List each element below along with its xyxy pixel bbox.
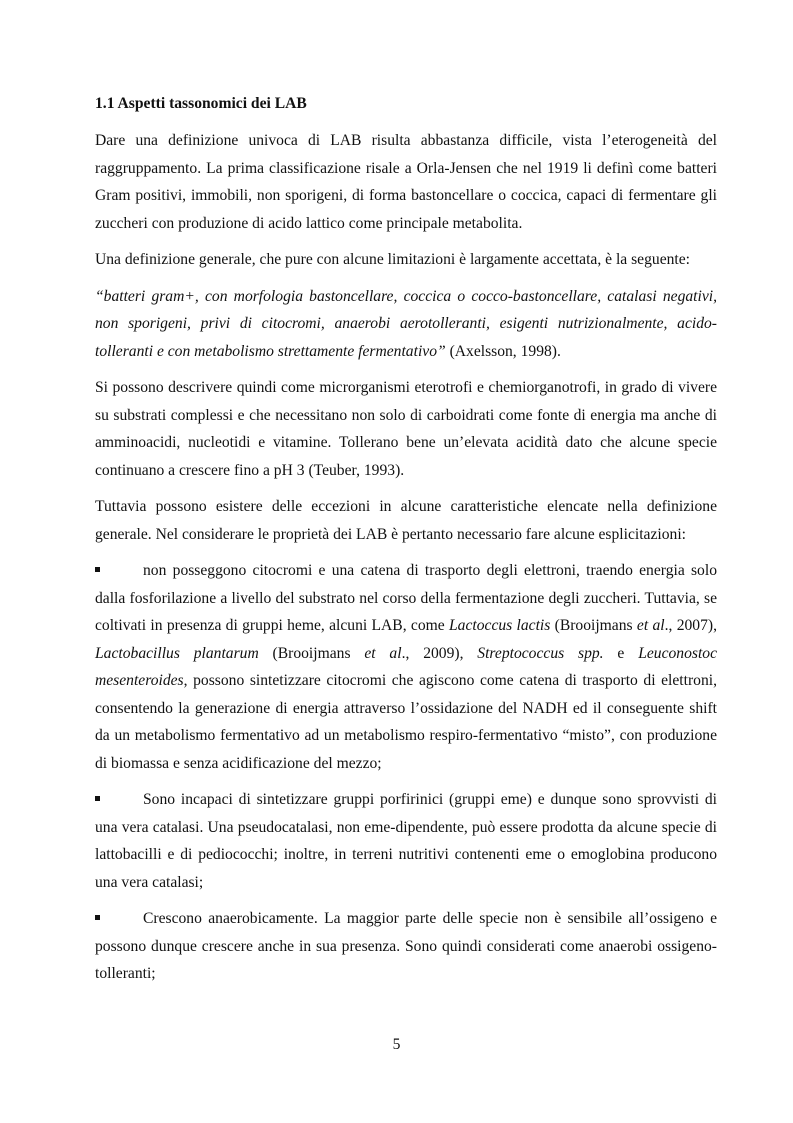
paragraph-definition-intro: Dare una definizione univoca di LAB risulta abbastanza difficile, vista l’eterogeneità del raggruppamento. La prima classificazione risale a Orla-Jensen che nel 1919 li definì come batteri Gram positivi, immobili, non sporigeni, di forma bastoncellare o coccica, capaci di fermentare gli zuccheri con produzione di acido lattico come principale metabolita. xyxy=(95,132,717,232)
bullet-item-anaerobic: Crescono anaerobicamente. La maggior parte delle specie non è sensibile all’ossigeno e possono dunque crescere anche in sua presenza. Sono quindi considerati come anaerobi ossigeno-tolleranti; xyxy=(95,905,717,988)
paragraph-general-definition: Una definizione generale, che pure con alcune limitazioni è largamente accettata, è la seguente: xyxy=(95,251,691,268)
quote-text: “batteri gram+, con morfologia bastoncellare, coccica o cocco-bastoncellare, catalasi negativi, non sporigeni, privi di citocromi, anaerobi aerotolleranti, esigenti nutrizionalmente, acido-tolleranti e con metabolismo strettamente fermentativo” xyxy=(95,287,717,360)
page-number: 5 xyxy=(392,1036,401,1053)
paragraph-exceptions: Tuttavia possono esistere delle eccezioni in alcune caratteristiche elencate nella definizione generale. Nel considerare le proprietà dei LAB è pertanto necessario fare alcune esplicitazioni: xyxy=(95,498,717,543)
bullet-square-icon xyxy=(95,905,143,933)
document-page xyxy=(95,92,717,997)
quote-reference: (Axelsson, 1998). xyxy=(445,342,561,360)
bullet-item-cytochromes: non posseggono citocromi e una catena di trasporto degli elettroni, traendo energia solo dalla fosforilazione a livello del substrato nel corso della fermentazione degli zuccheri. Tuttavia, se coltivati in presenza di gruppi heme, alcuni LAB, come Lactoccus lactis (Brooijmans et al., 2007), Lactobacillus plantarum (Brooijmans et al., 2009), Streptococcus spp. e Leuconostoc mesenteroides, possono sintetizzare citocromi che agiscono come catena di trasporto di elettroni, consentendo la generazione di energia attraverso l’ossidazione del NADH ed il conseguente shift da un metabolismo fermentativo ad un metabolismo respiro-fermentativo “misto”, con produzione di biomassa e senza acidificazione del mezzo; xyxy=(95,557,717,777)
bullet-square-icon xyxy=(95,557,143,585)
bullet-square-icon xyxy=(95,786,143,814)
paragraph-quote xyxy=(95,283,717,366)
paragraph-description: Si possono descrivere quindi come microrganismi eterotrofi e chemiorganotrofi, in grado di vivere su substrati complessi e che necessitano non solo di carboidrati come fonte di energia ma anche di amminoacidi, nucleotidi e vitamine. Tollerano bene un’elevata acidità dato che alcune specie continuano a crescere fino a pH 3 (Teuber, 1993). xyxy=(95,379,717,479)
bullet-item-catalase: Sono incapaci di sintetizzare gruppi porfirinici (gruppi eme) e dunque sono sprovvisti di una vera catalasi. Una pseudocatalasi, non eme-dipendente, può essere prodotta da alcune specie di lattobacilli e di pediococchi; inoltre, in terreni nutritivi contenenti eme o emoglobina producono una vera catalasi; xyxy=(95,786,717,896)
section-heading: 1.1 Aspetti tassonomici dei LAB xyxy=(95,95,307,112)
